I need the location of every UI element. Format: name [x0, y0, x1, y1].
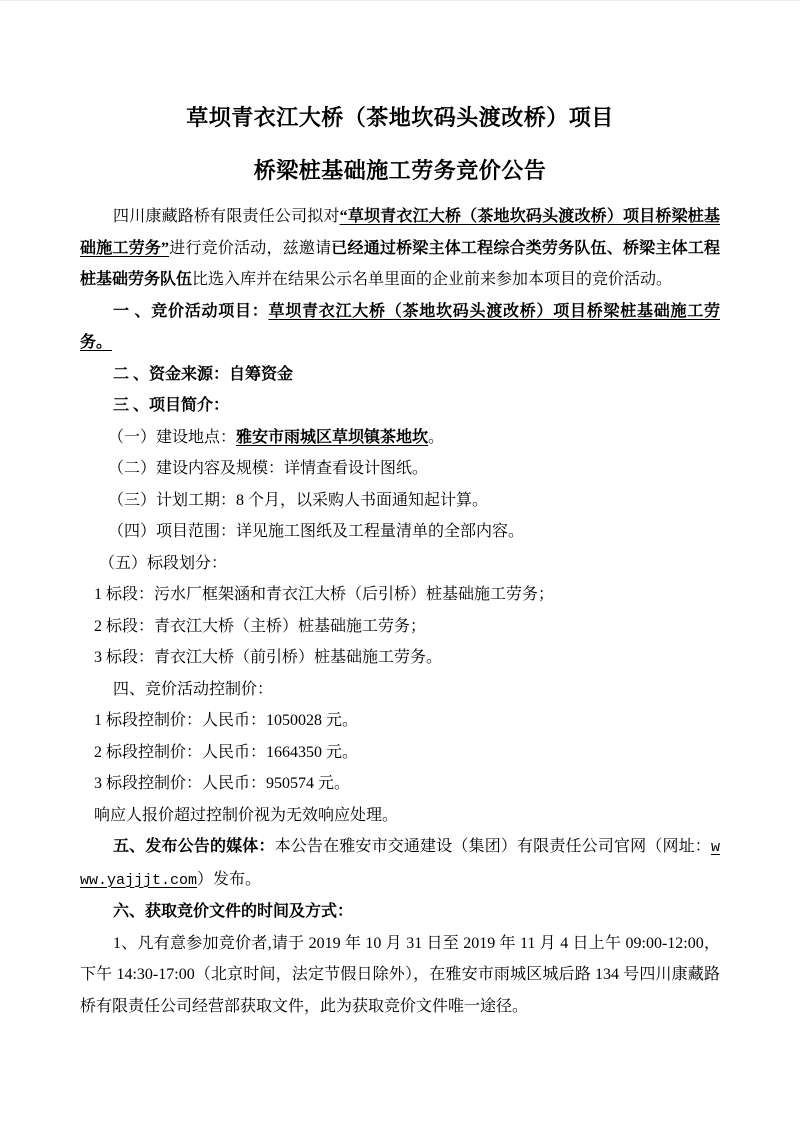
project-schedule-line: （三）计划工期：8 个月，以采购人书面通知起计算。	[108, 491, 489, 509]
section-2-heading: 二 、资金来源：自筹资金	[113, 365, 294, 383]
control-price-1-line: 1 标段控制价：人民币：1050028 元。	[94, 712, 359, 729]
intro-lead: 四川康藏路桥有限责任公司拟对	[113, 208, 340, 225]
section-4-heading: 四、竞价活动控制价：	[113, 680, 274, 698]
intro-paragraph	[80, 201, 720, 296]
intro-qualified-teams: 已经通过桥梁主体工程综合类劳务队伍、桥梁主体工程桩基础劳务队伍	[80, 239, 720, 288]
project-location-label: （一）建设地点：	[108, 428, 237, 446]
project-location-line	[80, 422, 720, 454]
website-link[interactable]: www.yajjjt.com	[80, 839, 720, 889]
section-5-text: 本公告在雅安市交通建设（集团）有限责任公司官网（网址：	[274, 838, 711, 855]
lot-3-line: 3 标段：青衣江大桥（前引桥）桩基础施工劳务。	[94, 649, 443, 666]
section-5-label: 五、发布公告的媒体：	[113, 838, 275, 855]
document-body	[80, 201, 720, 1022]
section-1-project-name: 草坝青衣江大桥（茶地坎码头渡改桥）项目桥梁桩基础施工劳务。	[80, 302, 720, 351]
control-price-3-line: 3 标段控制价：人民币：950574 元。	[94, 775, 351, 792]
document-content	[0, 1, 800, 1022]
section-1-label: 一 、竞价活动项目：	[113, 302, 269, 320]
section-5-paragraph	[80, 831, 720, 896]
section-1-heading	[80, 296, 720, 359]
control-price-2-line: 2 标段控制价：人民币：1664350 元。	[94, 743, 359, 761]
lot-2-line: 2 标段：青衣江大桥（主桥）桩基础施工劳务；	[94, 617, 427, 635]
project-range-line: （四）项目范围：详见施工图纸及工程量清单的全部内容。	[108, 523, 525, 540]
lot-1-line: 1 标段：污水厂框架涵和青衣江大桥（后引桥）桩基础施工劳务；	[94, 586, 555, 603]
project-location-suffix: 。	[428, 428, 445, 446]
project-scope-line: （二）建设内容及规模：详情查看设计图纸。	[108, 460, 429, 477]
intro-mid: 进行竞价活动，兹邀请	[169, 239, 332, 257]
intro-tail: 比选入库并在结果公示名单里面的企业前来参加本项目的竞价活动。	[192, 271, 673, 288]
intro-project-name: “草坝青衣江大桥（茶地坎码头渡改桥）项目桥梁桩基础施工劳务”	[80, 208, 720, 257]
document-title-line1: 草坝青衣江大桥（茶地坎码头渡改桥）项目	[186, 105, 614, 130]
section-3-heading: 三 、项目简介：	[113, 397, 230, 414]
lot-division-heading: （五）标段划分：	[99, 554, 228, 572]
acquisition-paragraph: 1、凡有意参加竞价者,请于 2019 年 10 月 31 日至 2019 年 11 月 4 日上午 09:00-12:00，下午 14:30-17:00（北京时间，法定节假日除外），在雅安市雨城区城后路 134 号四川康藏路桥有限责任公司经营部获取文件，此为获取竞价文件唯一途径。	[80, 934, 720, 1015]
project-location-value: 雅安市雨城区草坝镇茶地坎	[236, 428, 429, 446]
section-5-tail: ）发布。	[197, 870, 262, 888]
document-title-line2: 桥梁桩基础施工劳务竞价公告	[253, 158, 547, 183]
section-6-heading: 六、获取竞价文件的时间及方式：	[113, 903, 354, 920]
control-price-note: 响应人报价超过控制价视为无效响应处理。	[94, 806, 399, 824]
